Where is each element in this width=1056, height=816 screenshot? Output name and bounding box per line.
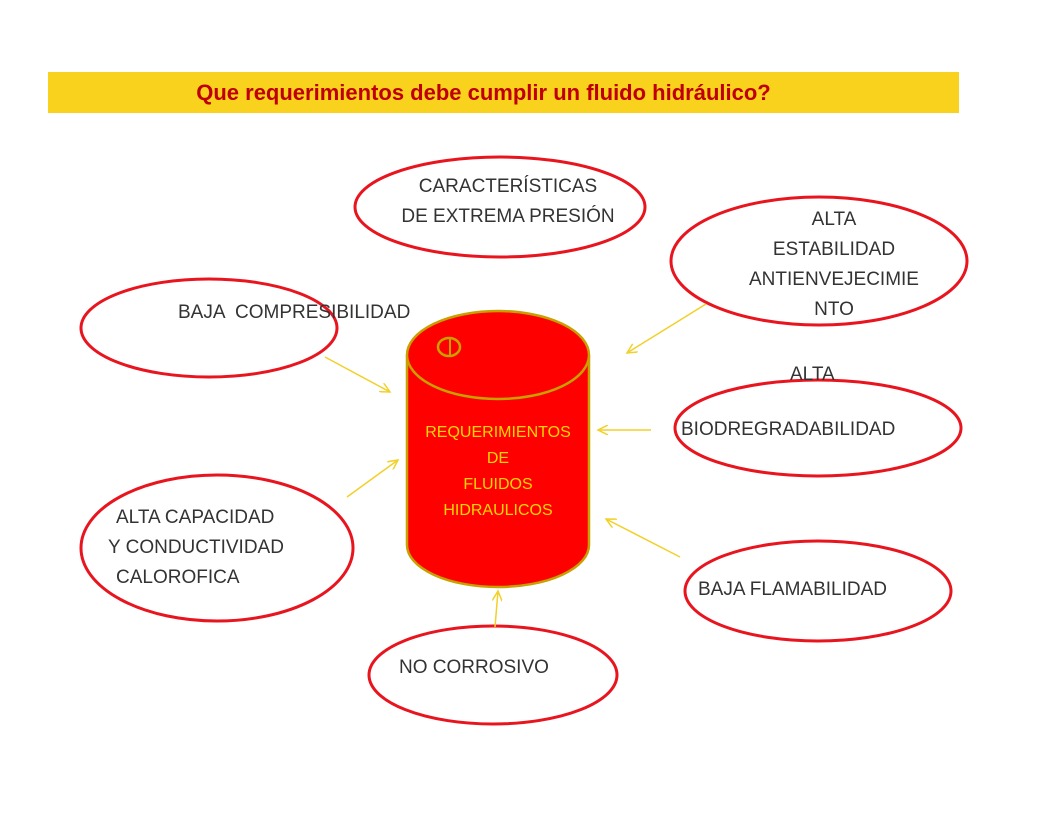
label-low-flammability: BAJA FLAMABILIDAD	[698, 579, 888, 600]
drum-label-line: REQUERIMIENTOS	[425, 424, 571, 441]
label-line: ESTABILIDAD	[772, 239, 896, 260]
label-line: NTO	[814, 299, 854, 320]
label-extreme-pressure	[370, 172, 646, 232]
page-title: Que requerimientos debe cumplir un fluido hidráulico?	[196, 80, 771, 105]
arrow-low-flammability	[606, 519, 680, 557]
drum-label-line: FLUIDOS	[463, 476, 533, 493]
label-low-compressibility	[178, 298, 410, 328]
label-line: BAJA COMPRESIBILIDAD	[178, 302, 411, 323]
drum-label	[398, 420, 598, 524]
label-line: Y CONDUCTIVIDAD	[108, 537, 284, 558]
label-line: DE EXTREMA PRESIÓN	[401, 206, 615, 227]
label-line: ALTA	[811, 209, 857, 230]
label-line: CALOROFICA	[116, 567, 240, 588]
arrow-aging-stability	[627, 304, 706, 353]
label-line: CARACTERÍSTICAS	[418, 176, 598, 197]
label-aging-stability	[738, 205, 930, 325]
label-biodegradability-line2: BIODREGRADABILIDAD	[681, 419, 896, 440]
label-biodegradability-line1: ALTA	[790, 364, 835, 385]
label-line: ANTIENVEJECIMIE	[749, 269, 919, 290]
arrow-low-compressibility	[325, 357, 390, 392]
drum-label-line: HIDRAULICOS	[443, 502, 553, 519]
label-heat-capacity	[108, 503, 284, 593]
arrow-heat-capacity	[347, 460, 398, 497]
drum-label-line: DE	[486, 450, 510, 467]
label-line: ALTA CAPACIDAD	[116, 507, 275, 528]
ellipse-low-compressibility	[81, 279, 337, 377]
arrow-non-corrosive	[495, 591, 498, 627]
label-non-corrosive: NO CORROSIVO	[399, 657, 549, 678]
